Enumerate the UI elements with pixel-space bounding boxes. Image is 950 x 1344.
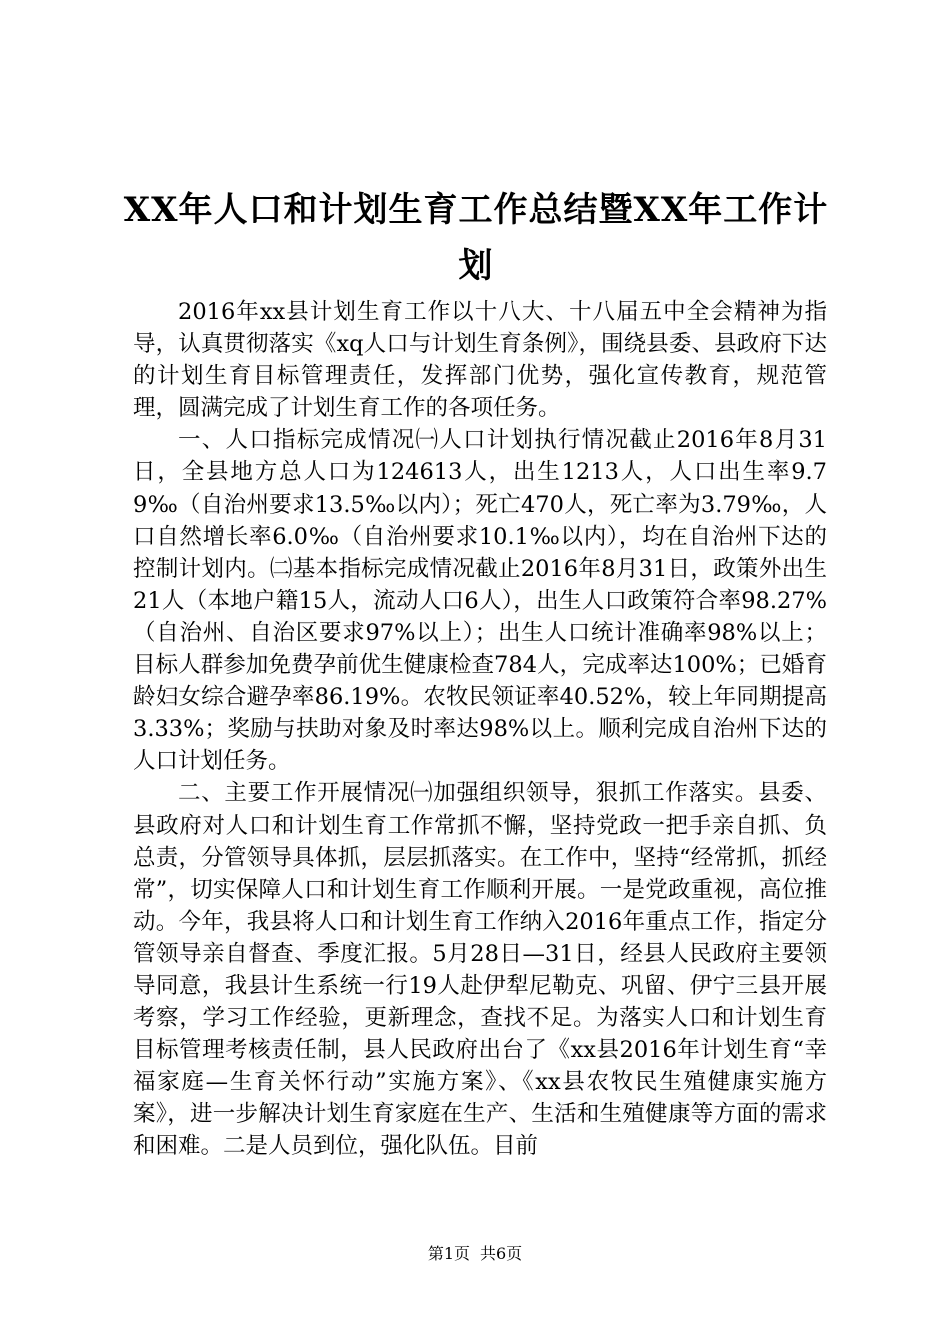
page-total: 共6页 [480, 1244, 523, 1263]
paragraph-main-work: 二、主要工作开展情况㈠加强组织领导，狠抓工作落实。县委、县政府对人口和计划生育工作常抓不懈，坚持党政一把手亲自抓、负总责，分管领导具体抓，层层抓落实。在工作中，坚持“经常抓，抓经常”，切实保障人口和计划生育工作顺利开展。一是党政重视，高位推动。今年，我县将人口和计划生育工作纳入2016年重点工作，指定分管领导亲自督查、季度汇报。5月28日—31日，经县人民政府主要领导同意，我县计生系统一行19人赴伊犁尼勒克、巩留、伊宁三县开展考察，学习工作经验，更新理念，查找不足。为落实人口和计划生育目标管理考核责任制，县人民政府出台了《xx县2016年计划生育“幸福家庭—生育关怀行动”实施方案》、《xx县农牧民生殖健康实施方案》，进一步解决计划生育家庭在生产、生活和生殖健康等方面的需求和困难。二是人员到位，强化队伍。目前 [133, 780, 827, 1160]
page-footer [0, 1244, 950, 1264]
paragraph-intro: 2016年xx县计划生育工作以十八大、十八届五中全会精神为指导，认真贯彻落实《xq人口与计划生育条例》，围绕县委、县政府下达的计划生育目标管理责任，发挥部门优势，强化宣传教育，规范管理，圆满完成了计划生育工作的各项任务。 [133, 299, 827, 422]
page-number: 第1页 [427, 1244, 470, 1263]
paragraph-population-indicators: 一、人口指标完成情况㈠人口计划执行情况截止2016年8月31日，全县地方总人口为124613人，出生1213人，人口出生率9.79‰（自治州要求13.5‰以内）；死亡470人，死亡率为3.79‰，人口自然增长率6.0‰（自治州要求10.1‰以内），均在自治州下达的控制计划内。㈡基本指标完成情况截止2016年8月31日，政策外出生21人（本地户籍15人，流动人口6人），出生人口政策符合率98.27%（自治州、自治区要求97%以上）；出生人口统计准确率98%以上；目标人群参加免费孕前优生健康检查784人，完成率达100%；已婚育龄妇女综合避孕率86.19%。农牧民领证率40.52%，较上年同期提高3.33%；奖励与扶助对象及时率达98%以上。顺利完成自治州下达的人口计划任务。 [133, 427, 827, 775]
document-title: XX年人口和计划生育工作总结暨XX年工作计划 [123, 190, 829, 286]
document-body [133, 296, 827, 1163]
